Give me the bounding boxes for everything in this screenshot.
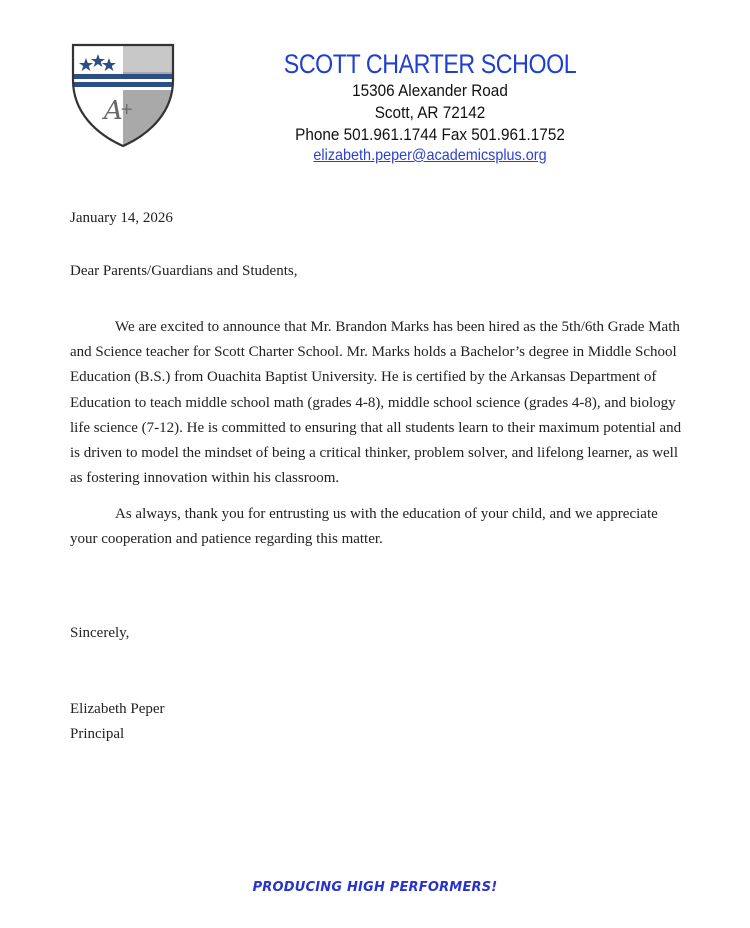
address-street: 15306 Alexander Road	[352, 81, 508, 100]
salutation: Dear Parents/Guardians and Students,	[70, 263, 298, 279]
body-paragraph-2: As always, thank you for entrusting us with the education of your child, and we appreciate your cooperation and patience regarding this matter.	[70, 506, 658, 548]
letter-date: January 14, 2026	[70, 210, 173, 226]
phone-fax: Phone 501.961.1744 Fax 501.961.1752	[295, 125, 565, 144]
school-name: SCOTT CHARTER SCHOOL	[283, 49, 577, 79]
signer-name: Elizabeth Peper	[70, 701, 165, 717]
closing: Sincerely,	[70, 625, 130, 641]
body-paragraph-1: We are excited to announce that Mr. Brandon Marks has been hired as the 5th/6th Grade Math and Science teacher for Scott Charter School. Mr. Marks holds a Bachelor’s degree in Middle School Education (B.S.) from Ouachita Baptist University. He is certified by the Arkansas Department of Education to teach middle school math (grades 4-8), middle school science (grades 4-8), and biology life science (7-12). He is committed to ensuring that all students learn to their maximum potential and is driven to model the mindset of being a critical thinker, problem solver, and lifelong learner, as well as fostering innovation within his classroom.	[70, 319, 682, 487]
school-shield-logo	[70, 42, 176, 150]
address-city: Scott, AR 72142	[374, 103, 486, 122]
letterhead	[230, 48, 630, 166]
svg-text:+: +	[120, 99, 134, 118]
signer-title: Principal	[70, 726, 125, 742]
footer-tagline: PRODUCING HIGH PERFORMERS!	[252, 880, 498, 895]
svg-text:A: A	[104, 96, 123, 126]
email-link[interactable]: elizabeth.peper@academicsplus.org	[313, 147, 547, 164]
